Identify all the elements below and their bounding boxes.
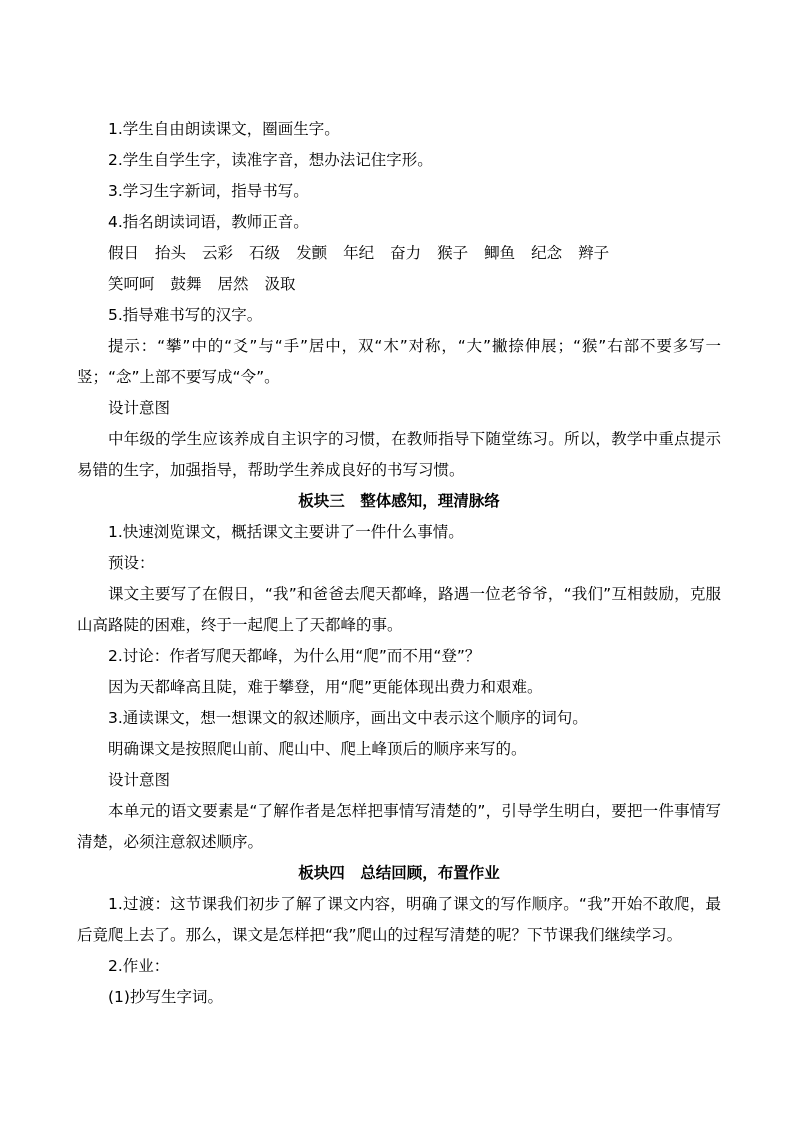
section-3-question-3: 3.通读课文，想一想课文的叙述顺序，画出文中表示这个顺序的词句。 — [108, 709, 588, 727]
step-2: 2.学生自学生字，读准字音，想办法记住字形。 — [108, 151, 433, 169]
section-4-transition: 1.过渡：这节课我们初步了解了课文内容，明确了课文的写作顺序。“我”开始不敢爬，最后竟爬上去了。那么，课文是怎样把“我”爬山的过程写清楚的呢？下节课我们继续学习。 — [77, 895, 721, 944]
section-3-title: 板块三 整体感知，理清脉络 — [298, 492, 500, 510]
design-intent-label-1: 设计意图 — [108, 399, 171, 417]
section-4-homework-label: 2.作业： — [108, 957, 170, 975]
section-3-preset-text: 课文主要写了在假日，“我”和爸爸去爬天都峰，路遇一位老爷爷，“我们”互相鼓励，克服山高路陡的困难，终于一起爬上了天都峰的事。 — [77, 585, 721, 634]
design-intent-text-2: 本单元的语文要素是“了解作者是怎样把事情写清楚的”，引导学生明白，要把一件事情写清楚，必须注意叙述顺序。 — [77, 802, 721, 851]
word: 奋力 — [390, 244, 422, 262]
design-intent-text-1: 中年级的学生应该养成自主识字的习惯，在教师指导下随堂练习。所以，教学中重点提示易错的生字，加强指导，帮助学生养成良好的书写习惯。 — [77, 430, 721, 479]
step-5: 5.指导难书写的汉字。 — [108, 306, 263, 324]
word-list-row-1 — [77, 238, 721, 269]
document-body — [77, 114, 721, 1013]
word: 汲取 — [264, 275, 296, 293]
word: 居然 — [217, 275, 249, 293]
word: 云彩 — [202, 244, 234, 262]
section-3-question-1: 1.快速浏览课文，概括课文主要讲了一件什么事情。 — [108, 523, 464, 541]
word: 鼓舞 — [170, 275, 202, 293]
word: 纪念 — [531, 244, 563, 262]
section-3-preset-label: 预设： — [108, 554, 155, 572]
step-3: 3.学习生字新词，指导书写。 — [108, 182, 309, 200]
word: 笑呵呵 — [108, 275, 155, 293]
word-list-row-2 — [77, 269, 721, 300]
section-3-question-2: 2.讨论：作者写爬天都峰，为什么用“爬”而不用“登”？ — [108, 647, 481, 665]
word: 年纪 — [343, 244, 375, 262]
word: 猴子 — [437, 244, 469, 262]
word: 发颤 — [296, 244, 328, 262]
word: 石级 — [249, 244, 281, 262]
word: 鲫鱼 — [484, 244, 516, 262]
step-4: 4.指名朗读词语，教师正音。 — [108, 213, 309, 231]
word: 辫子 — [578, 244, 610, 262]
word: 假日 — [108, 244, 140, 262]
section-3-answer-3: 明确课文是按照爬山前、爬山中、爬上峰顶后的顺序来写的。 — [108, 740, 527, 758]
word: 抬头 — [155, 244, 187, 262]
step-1: 1.学生自由朗读课文，圈画生字。 — [108, 120, 340, 138]
design-intent-label-2: 设计意图 — [108, 771, 171, 789]
writing-hint: 提示：“攀”中的“爻”与“手”居中，双“木”对称，“大”撇捺伸展；“猴”右部不要多写一竖；“念”上部不要写成“令”。 — [77, 337, 721, 386]
section-4-homework-item-1: (1)抄写生字词。 — [108, 988, 223, 1006]
section-3-answer-2: 因为天都峰高且陡，难于攀登，用“爬”更能体现出费力和艰难。 — [108, 678, 543, 696]
section-4-title: 板块四 总结回顾，布置作业 — [298, 864, 500, 882]
